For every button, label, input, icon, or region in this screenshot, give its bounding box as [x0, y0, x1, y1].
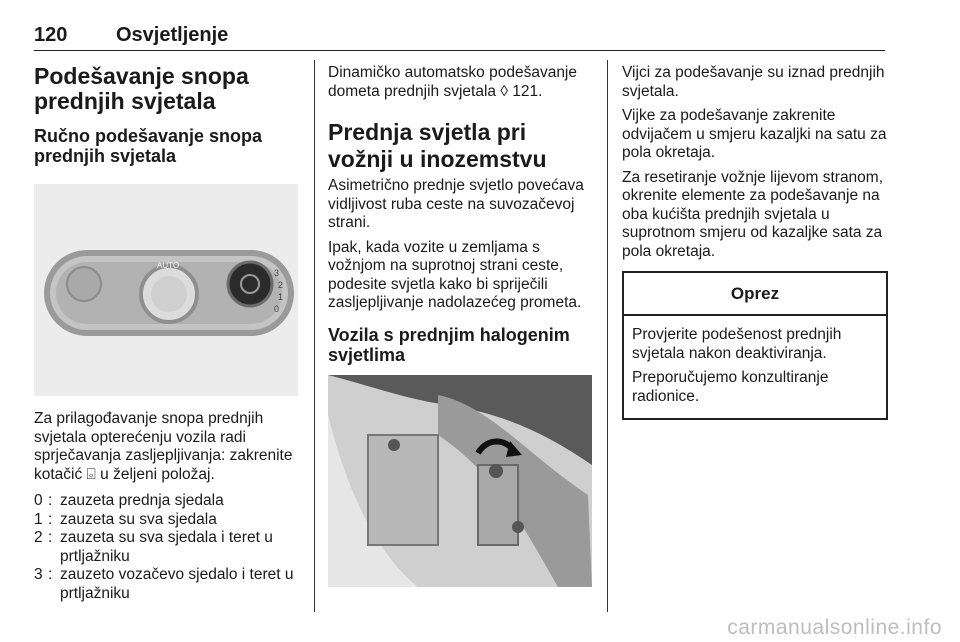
headlight-adjust-screw-image [328, 375, 592, 587]
position-list [34, 492, 300, 603]
subsection-title-halogen: Vozila s prednjim halogenim svjetlima [328, 324, 570, 365]
caution-box [622, 271, 888, 420]
caution-paragraph-1: Provjerite podešenost prednjih svjetala nakon deaktiviranja. [632, 326, 842, 362]
list-item-text: zauzeta prednja sjedala [60, 492, 224, 509]
asymmetric-paragraph: Asimetrično prednje svjetlo povećava vidljivost ruba ceste na suvozačevoj strani. [328, 177, 584, 231]
list-item: 1 : zauzeta su sva sjedala [34, 511, 300, 530]
list-item: 3 : zauzeto vozačevo sjedalo i teret u prtljažniku [34, 566, 300, 603]
reset-paragraph: Za resetiranje vožnje lijevom stranom, okrenite elemente za podešavanje na oba kućišta prednjih svjetala u suprotnom smjeru od kazaljke sata za pola okretaja. [622, 168, 884, 260]
column-1 [34, 64, 300, 603]
position-label-0: 0 [274, 304, 280, 314]
caution-body [624, 316, 886, 418]
caution-title: Oprez [624, 273, 886, 316]
list-item: 0 : zauzeta prednja sjedala [34, 492, 300, 511]
section-title-abroad: Prednja svjetla pri vožnji u inozemstvu [328, 119, 547, 172]
headlight-control-panel-image [34, 184, 298, 396]
list-item-text: zauzeta su sva sjedala [60, 510, 217, 528]
intro-paragraph: Za prilagođavanje snopa prednjih svjetala opterećenju vozila radi sprječavanja zasljepljivanja: zakrenite kotačić ⌻ u željeni položaj. [34, 410, 293, 483]
list-item-number: 3 [34, 566, 43, 583]
opposite-traffic-paragraph: Ipak, kada vozite u zemljama s vožnjom na suprotnoj strani ceste, podesite svjetla kako bi spriječili zasljepljivanje nadolazećeg prometa. [328, 238, 582, 311]
list-item-number: 2 [34, 529, 43, 546]
page-number: 120 [34, 24, 68, 46]
list-item: 2 : zauzeta su sva sjedala i teret u prtljažniku [34, 529, 300, 566]
subsection-title-manual: Ručno podešavanje snopa prednjih svjetala [34, 126, 263, 166]
section-title-beam-adjust: Podešavanje snopa prednjih svjetala [34, 63, 249, 114]
list-item-number: 1 [34, 510, 43, 528]
auto-label: AUTO [157, 261, 180, 270]
column-3 [622, 64, 888, 420]
dynamic-adjust-paragraph: Dinamičko automatsko podešavanje dometa prednjih svjetala ◊ 121. [328, 64, 577, 100]
caution-paragraph-2: Preporučujemo konzultiranje radionice. [632, 369, 829, 405]
position-label-1: 1 [278, 292, 284, 302]
header-divider [34, 50, 885, 51]
position-label-3: 3 [274, 268, 280, 278]
chapter-title: Osvjetljenje [116, 24, 229, 46]
list-item-text: zauzeta su sva sjedala i teret u prtljažniku [60, 529, 273, 565]
turn-screws-paragraph: Vijke za podešavanje zakrenite odvijačem u smjeru kazaljki na satu za pola okretaja. [622, 107, 887, 161]
column-divider-1 [314, 60, 315, 612]
column-divider-2 [607, 60, 608, 612]
column-2 [328, 64, 596, 587]
screws-location-paragraph: Vijci za podešavanje su iznad prednjih svjetala. [622, 64, 885, 100]
position-label-2: 2 [278, 280, 284, 290]
list-item-text: zauzeto vozačevo sjedalo i teret u prtljažniku [60, 566, 294, 602]
list-item-number: 0 [34, 492, 43, 509]
watermark: carmanualsonline.info [727, 616, 942, 639]
